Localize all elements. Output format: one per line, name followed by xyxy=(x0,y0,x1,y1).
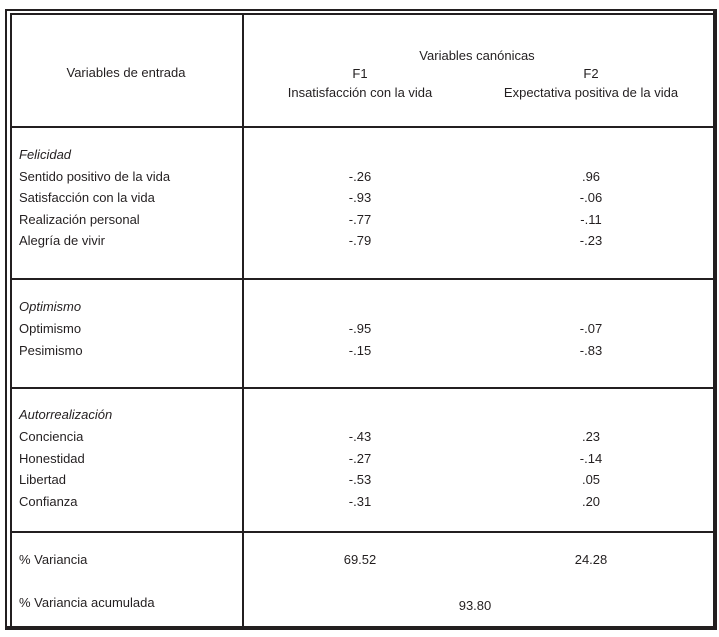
variance-f1-value: 69.52 xyxy=(343,552,377,567)
row-label: Honestidad xyxy=(19,451,85,466)
row-f2-value: -.23 xyxy=(579,233,603,248)
row-f1-value: -.15 xyxy=(348,343,372,358)
row-f1-value: -.93 xyxy=(348,190,372,205)
row-f1-value: -.43 xyxy=(348,429,372,444)
f2-name: Expectativa positiva de la vida xyxy=(503,85,679,100)
row-f2-value: .96 xyxy=(581,169,601,184)
column-divider xyxy=(242,13,244,627)
input-variables-heading: Variables de entrada xyxy=(66,65,186,80)
row-f2-value: -.11 xyxy=(580,212,602,227)
canonical-variables-heading: Variables canónicas xyxy=(419,48,535,63)
row-label: Realización personal xyxy=(19,212,140,227)
row-f2-value: -.07 xyxy=(579,321,603,336)
group-title: Felicidad xyxy=(19,147,72,162)
row-f1-value: -.79 xyxy=(348,233,372,248)
f1-name: Insatisfacción con la vida xyxy=(287,85,433,100)
f2-code: F2 xyxy=(583,66,599,81)
row-label: Alegría de vivir xyxy=(19,233,105,248)
f1-code: F1 xyxy=(352,66,368,81)
row-f1-value: -.27 xyxy=(348,451,372,466)
row-label: Optimismo xyxy=(19,321,82,336)
row-f2-value: .05 xyxy=(581,472,601,487)
row-label: Libertad xyxy=(19,472,66,487)
row-f1-value: -.26 xyxy=(348,169,372,184)
row-f2-value: -.06 xyxy=(579,190,603,205)
row-label: Confianza xyxy=(19,494,78,509)
row-label: Conciencia xyxy=(19,429,84,444)
variance-f2-value: 24.28 xyxy=(574,552,608,567)
header-divider xyxy=(10,126,714,128)
group-title: Autorrealización xyxy=(19,407,113,422)
group-divider-felicidad xyxy=(10,278,714,280)
row-label: Satisfacción con la vida xyxy=(19,190,155,205)
group-title: Optimismo xyxy=(19,299,82,314)
row-f1-value: -.53 xyxy=(348,472,372,487)
row-f1-value: -.31 xyxy=(348,494,372,509)
cumulative-variance-value: 93.80 xyxy=(458,598,492,613)
group-divider-autorrealizacion xyxy=(10,531,714,533)
row-f2-value: .20 xyxy=(581,494,601,509)
row-f2-value: .23 xyxy=(581,429,601,444)
row-f2-value: -.83 xyxy=(579,343,603,358)
row-label: Sentido positivo de la vida xyxy=(19,169,171,184)
group-divider-optimismo xyxy=(10,387,714,389)
variance-label: % Variancia xyxy=(19,552,88,567)
row-f2-value: -.14 xyxy=(579,451,603,466)
inner-border xyxy=(10,13,714,627)
row-f1-value: -.95 xyxy=(348,321,372,336)
row-f1-value: -.77 xyxy=(348,212,372,227)
row-label: Pesimismo xyxy=(19,343,83,358)
cumulative-variance-label: % Variancia acumulada xyxy=(19,595,155,610)
